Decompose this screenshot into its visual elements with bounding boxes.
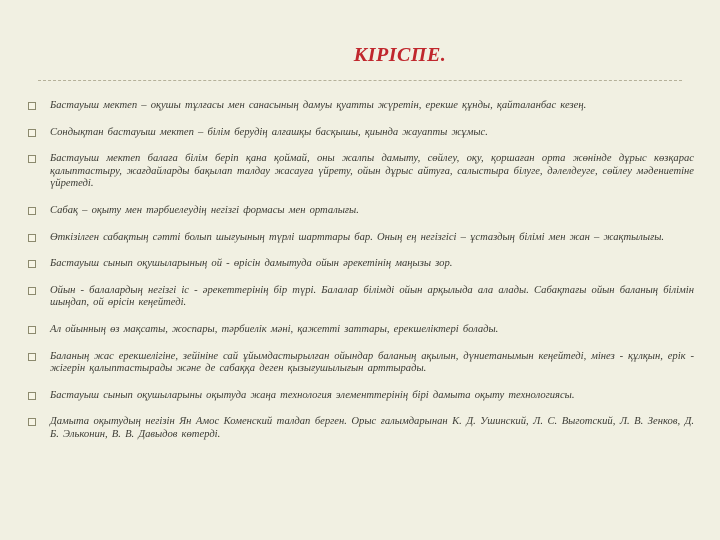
bullet-text: Ал ойынның өз мақсаты, жоспары, тәрбиелік мәні, қажетті заттары, ерекшеліктері болады. <box>50 323 499 335</box>
bullet-text: Дамыта оқытудың негізін Ян Амос Коменский талдап берген. Орыс ғалымдарынан К. Д. Ушинский, Л. С. Выготский, Л. В. Зенков, Д. Б. Эльконин, В. В. Давыдов көтерді. <box>50 416 694 440</box>
bullet-box-icon <box>28 102 36 110</box>
bullet-text: Бастауыш мектеп балаға білім беріп қана қоймай, оны жалпы дамыту, сөйлеу, оқу, қоршаған орта жөнінде дұрыс көзқарас қалыптастыру, жағдайларды бақылап талдау жасауға үйрету, ойын дұрыс айтуға, салыстыра білуге, дәлелдеуге, сөйлеу мәдениетіне үйретеді. <box>50 153 694 190</box>
bullet-item <box>26 351 694 376</box>
bullet-item <box>26 258 694 271</box>
bullet-box-icon <box>28 260 36 268</box>
bullet-box-icon <box>28 326 36 334</box>
bullet-box-icon <box>28 129 36 137</box>
bullet-text: Ойын - балалардың негізгі іс - әрекеттерінің бір түрі. Балалар білімді ойын арқылыда ала алады. Сабақтағы ойын баланың білімін шыңдап, ой өрісін кеңейтеді. <box>50 284 694 309</box>
bullet-text: Сондықтан бастауыш мектеп – білім берудің алғашқы басқышы, қиында жауапты жұмыс. <box>50 126 488 138</box>
bullet-item <box>26 416 694 441</box>
bullet-item <box>26 153 694 191</box>
bullet-text: Бастауыш мектеп – оқушы тұлғасы мен санасының дамуы қуатты жүретін, ерекше құнды, қайталанбас кезең. <box>50 100 587 111</box>
title-divider <box>38 80 682 81</box>
bullet-item <box>26 205 694 218</box>
bullet-item <box>26 232 694 245</box>
bullet-item <box>26 100 694 113</box>
bullet-item <box>26 390 694 403</box>
bullet-list <box>26 100 694 456</box>
bullet-box-icon <box>28 207 36 215</box>
bullet-text: Сабақ – оқыту мен тәрбиелеудің негізгі формасы мен орталығы. <box>50 204 359 216</box>
bullet-text: Бастауыш сынып оқушыларының ой - өрісін дамытуда ойын әрекетінің маңызы зор. <box>50 258 453 270</box>
bullet-box-icon <box>28 418 36 426</box>
bullet-item <box>26 127 694 140</box>
bullet-text: Бастауыш сынып оқушыларыны оқытуда жаңа технология элементтерінің бірі дамыта оқыту технологиясы. <box>50 389 575 401</box>
bullet-box-icon <box>28 155 36 163</box>
bullet-box-icon <box>28 234 36 242</box>
bullet-box-icon <box>28 287 36 295</box>
bullet-text: Өткізілген сабақтың сәтті болып шығуының түрлі шарттары бар. Оның ең негізгісі – ұстаздың білімі мен жан – жақтылығы. <box>50 231 665 243</box>
bullet-box-icon <box>28 353 36 361</box>
bullet-item <box>26 285 694 310</box>
slide-title: КІРІСПЕ. <box>353 44 447 66</box>
bullet-item <box>26 324 694 337</box>
bullet-box-icon <box>28 392 36 400</box>
bullet-text: Баланың жас ерекшелігіне, зейініне сай ұйымдастырылған ойындар баланың ақылын, дүниетанымын кеңейтеді, мінез - құлқын, ерік - жігерін қалыптастырады және де сабаққа деген қызығушылығын арттырады. <box>50 350 694 375</box>
